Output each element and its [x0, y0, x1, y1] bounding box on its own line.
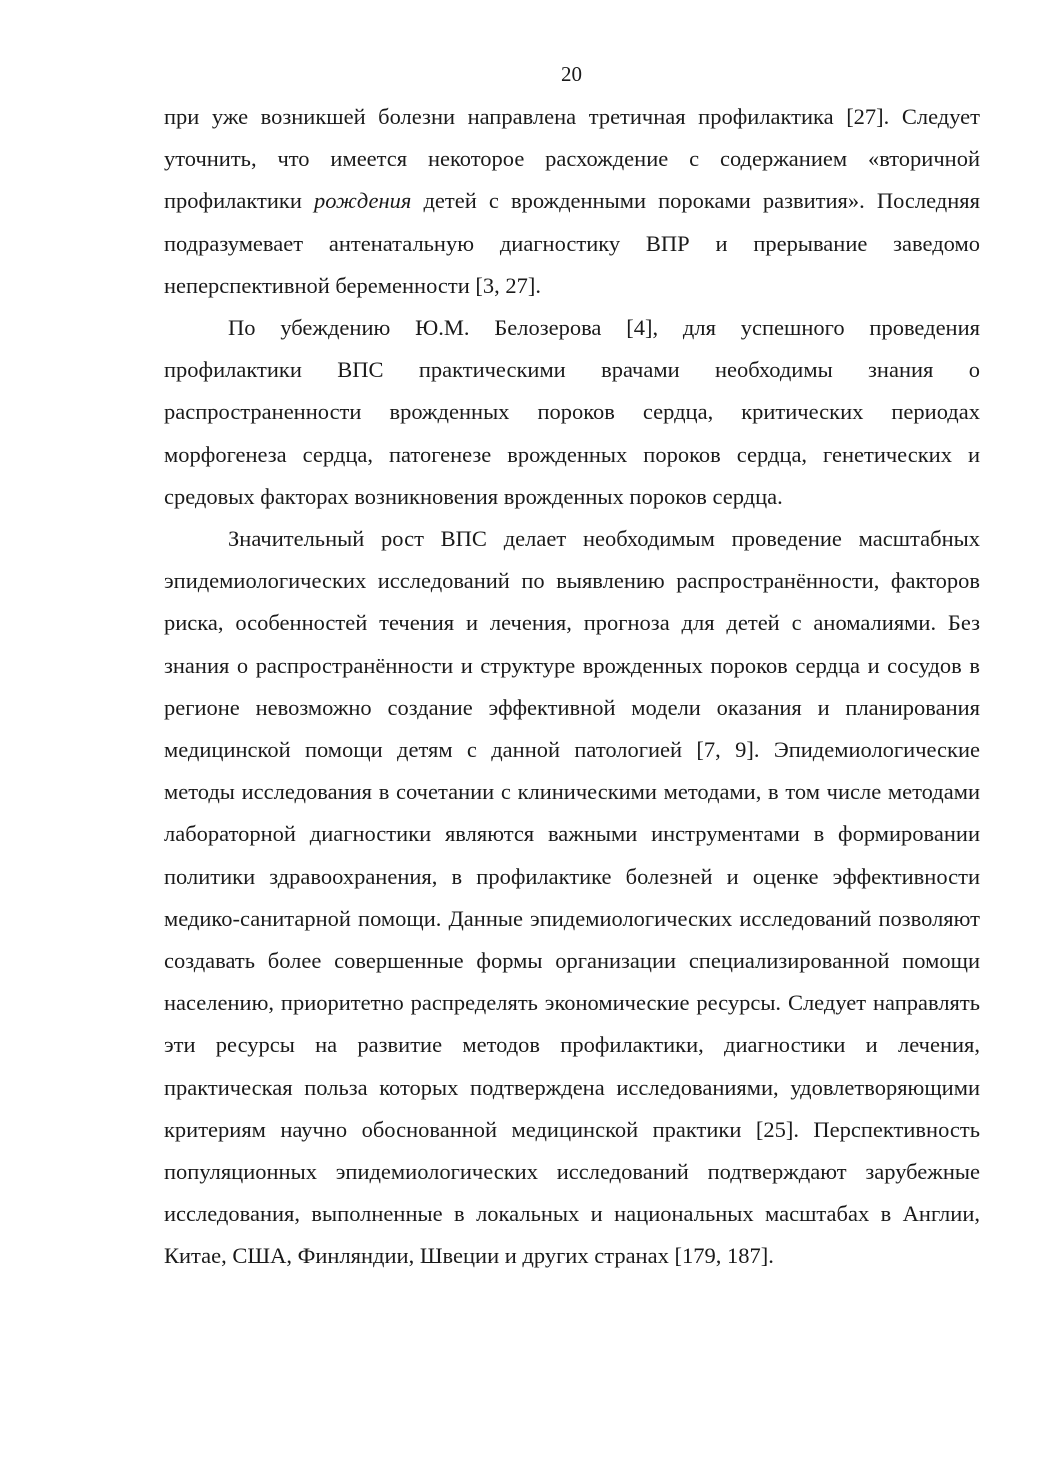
paragraph-text: при уже возникшей болезни направлена третичная профилактика [27]. Следует уточнить, что имеется некоторое расхождение с содержанием «вторичной профилактики [164, 104, 980, 214]
paragraph-text: детей с врожденными пороками развития». Последняя подразумевает антенатальную диагностику ВПР и прерывание заведомо неперспективной беременности [3, 27]. [164, 188, 980, 298]
paragraph-belozerov: По убеждению Ю.М. Белозерова [4], для успешного проведения профилактики ВПС практическими врачами необходимы знания о распространенности врожденных пороков сердца, критических периодах морфогенеза сердца, патогенезе врожденных пороков сердца, генетических и средовых факторах возникновения врожденных пороков сердца. [164, 315, 980, 509]
paragraph-epidemiology: Значительный рост ВПС делает необходимым проведение масштабных эпидемиологических исследований по выявлению распространённости, факторов риска, особенностей течения и лечения, прогноза для детей с аномалиями. Без знания о распространённости и структуре врожденных пороков сердца и сосудов в регионе невозможно создание эффективной модели оказания и планирования медицинской помощи детям с данной патологией [7, 9]. Эпидемиологические методы исследования в сочетании с клиническими методами, в том числе методами лабораторной диагностики являются важными инструментами в формировании политики здравоохранения, в профилактике болезней и оценке эффективности медико-санитарной помощи. Данные эпидемиологических исследований позволяют создавать более совершенные формы организации специализированной помощи населению, приоритетно распределять экономические ресурсы. Следует направлять эти ресурсы на развитие методов профилактики, диагностики и лечения, практическая польза которых подтверждена исследованиями, удовлетворяющими критериям научно обоснованной медицинской практики [25]. Перспективность популяционных эпидемиологических исследований подтверждают зарубежные исследования, выполненные в локальных и национальных масштабах в Англии, Китае, США, Финляндии, Швеции и других странах [179, 187]. [164, 526, 980, 1269]
page-number: 20 [561, 62, 582, 86]
italic-emphasis: рождения [313, 188, 412, 214]
paragraph-continuation [164, 96, 980, 307]
body-text [164, 96, 980, 1278]
